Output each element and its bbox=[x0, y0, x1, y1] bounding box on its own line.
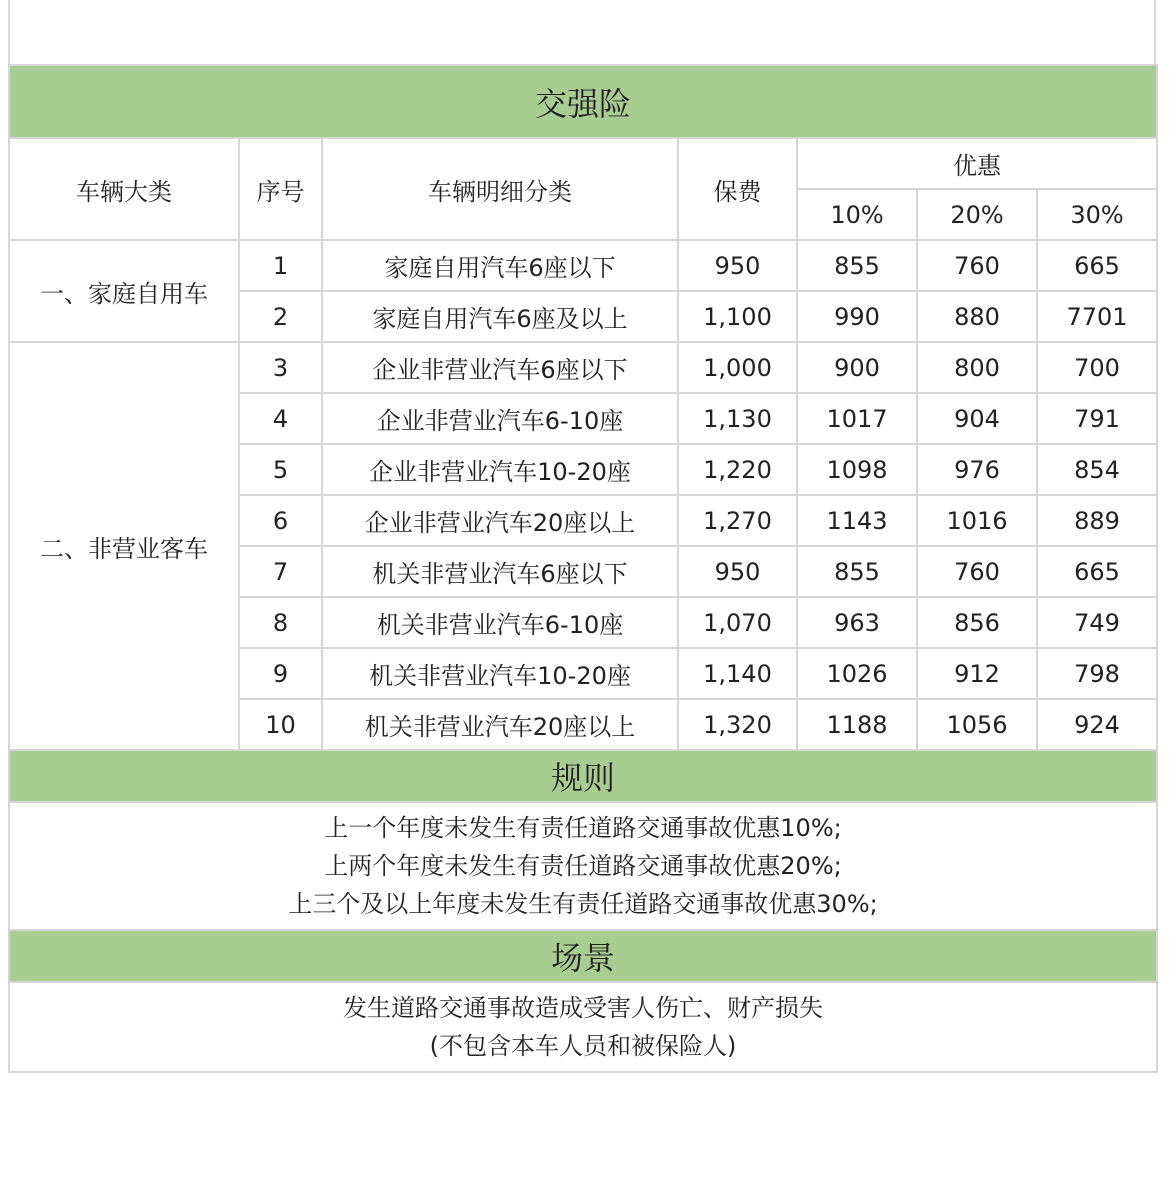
rules-title: 规则 bbox=[9, 750, 1157, 802]
cell-detail: 家庭自用汽车6座及以上 bbox=[322, 291, 678, 342]
cell-d30: 798 bbox=[1037, 648, 1157, 699]
cell-premium: 1,130 bbox=[678, 393, 797, 444]
cell-premium: 1,270 bbox=[678, 495, 797, 546]
cell-seq: 7 bbox=[239, 546, 322, 597]
cell-d10: 963 bbox=[797, 597, 917, 648]
header-seq: 序号 bbox=[239, 138, 322, 240]
cell-seq: 1 bbox=[239, 240, 322, 291]
cell-d30: 700 bbox=[1037, 342, 1157, 393]
cell-detail: 企业非营业汽车6-10座 bbox=[322, 393, 678, 444]
cell-d30: 924 bbox=[1037, 699, 1157, 750]
cell-d10: 1017 bbox=[797, 393, 917, 444]
cell-d30: 7701 bbox=[1037, 291, 1157, 342]
cell-d10: 1098 bbox=[797, 444, 917, 495]
cell-d20: 760 bbox=[917, 240, 1037, 291]
scene-text bbox=[9, 982, 1157, 1072]
cell-detail: 家庭自用汽车6座以下 bbox=[322, 240, 678, 291]
cell-d20: 1056 bbox=[917, 699, 1037, 750]
cell-d30: 665 bbox=[1037, 546, 1157, 597]
header-discount: 优惠 bbox=[797, 138, 1157, 189]
cell-d30: 665 bbox=[1037, 240, 1157, 291]
scene-title: 场景 bbox=[9, 930, 1157, 982]
cell-d10: 1143 bbox=[797, 495, 917, 546]
rule-line: 上一个年度未发生有责任道路交通事故优惠10%; bbox=[324, 814, 842, 842]
cell-d10: 990 bbox=[797, 291, 917, 342]
group-family: 一、家庭自用车 bbox=[9, 240, 239, 342]
cell-d10: 1026 bbox=[797, 648, 917, 699]
cell-premium: 1,140 bbox=[678, 648, 797, 699]
scene-line: (不包含本车人员和被保险人) bbox=[429, 1032, 737, 1060]
cell-premium: 1,070 bbox=[678, 597, 797, 648]
cell-d20: 856 bbox=[917, 597, 1037, 648]
cell-d20: 904 bbox=[917, 393, 1037, 444]
rule-line: 上三个及以上年度未发生有责任道路交通事故优惠30%; bbox=[288, 890, 878, 918]
cell-seq: 6 bbox=[239, 495, 322, 546]
cell-d10: 1188 bbox=[797, 699, 917, 750]
cell-premium: 950 bbox=[678, 240, 797, 291]
table-row bbox=[9, 240, 1157, 291]
cell-premium: 950 bbox=[678, 546, 797, 597]
cell-d10: 855 bbox=[797, 546, 917, 597]
cell-d20: 800 bbox=[917, 342, 1037, 393]
cell-seq: 4 bbox=[239, 393, 322, 444]
cell-detail: 机关非营业汽车6-10座 bbox=[322, 597, 678, 648]
cell-detail: 机关非营业汽车20座以上 bbox=[322, 699, 678, 750]
cell-premium: 1,320 bbox=[678, 699, 797, 750]
cell-d30: 889 bbox=[1037, 495, 1157, 546]
header-discount-10: 10% bbox=[797, 189, 917, 240]
cell-d30: 854 bbox=[1037, 444, 1157, 495]
cell-seq: 8 bbox=[239, 597, 322, 648]
cell-premium: 1,220 bbox=[678, 444, 797, 495]
header-discount-20: 20% bbox=[917, 189, 1037, 240]
cell-d20: 1016 bbox=[917, 495, 1037, 546]
cell-premium: 1,100 bbox=[678, 291, 797, 342]
cell-d30: 791 bbox=[1037, 393, 1157, 444]
header-detail: 车辆明细分类 bbox=[322, 138, 678, 240]
cell-d20: 912 bbox=[917, 648, 1037, 699]
scene-line: 发生道路交通事故造成受害人伤亡、财产损失 bbox=[343, 994, 823, 1022]
cell-detail: 企业非营业汽车10-20座 bbox=[322, 444, 678, 495]
cell-d20: 976 bbox=[917, 444, 1037, 495]
cell-d20: 880 bbox=[917, 291, 1037, 342]
cell-detail: 机关非营业汽车6座以下 bbox=[322, 546, 678, 597]
cell-seq: 5 bbox=[239, 444, 322, 495]
group-nonbiz: 二、非营业客车 bbox=[9, 342, 239, 750]
cell-premium: 1,000 bbox=[678, 342, 797, 393]
cell-d20: 760 bbox=[917, 546, 1037, 597]
insurance-table-frame bbox=[8, 0, 1156, 1073]
table-title: 交强险 bbox=[9, 65, 1157, 138]
cell-seq: 2 bbox=[239, 291, 322, 342]
cell-seq: 3 bbox=[239, 342, 322, 393]
cell-seq: 10 bbox=[239, 699, 322, 750]
cell-seq: 9 bbox=[239, 648, 322, 699]
top-blank-area bbox=[8, 0, 1156, 64]
insurance-table bbox=[8, 64, 1158, 1073]
cell-d30: 749 bbox=[1037, 597, 1157, 648]
cell-detail: 企业非营业汽车6座以下 bbox=[322, 342, 678, 393]
rule-line: 上两个年度未发生有责任道路交通事故优惠20%; bbox=[324, 852, 842, 880]
cell-d10: 855 bbox=[797, 240, 917, 291]
rules-text bbox=[9, 802, 1157, 930]
header-category: 车辆大类 bbox=[9, 138, 239, 240]
cell-detail: 企业非营业汽车20座以上 bbox=[322, 495, 678, 546]
header-premium: 保费 bbox=[678, 138, 797, 240]
cell-detail: 机关非营业汽车10-20座 bbox=[322, 648, 678, 699]
table-row bbox=[9, 342, 1157, 393]
header-discount-30: 30% bbox=[1037, 189, 1157, 240]
cell-d10: 900 bbox=[797, 342, 917, 393]
